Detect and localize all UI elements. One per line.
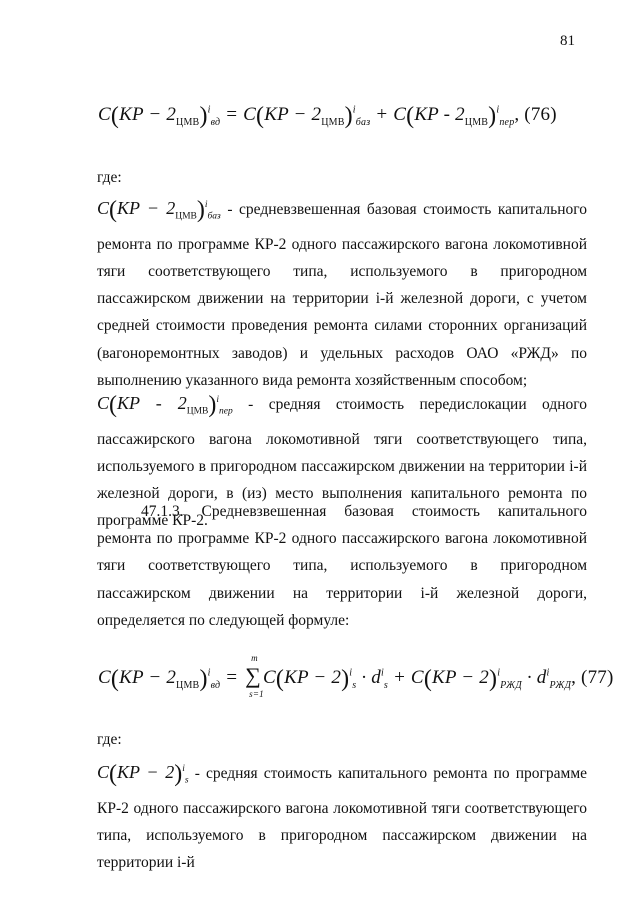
page-number: 81	[560, 33, 575, 49]
symbol-per: $C(KP - 2_{ЦМВ})^i_{пер}$	[97, 392, 233, 418]
formula-77: $C(KP - 2_{ЦМВ})^i_{вд}$ = ∑ m s=1 $C(KP - 2)^i_s \cdot d^i_s + C(KP - 2)^i_{РЖД} \cdot d^i_{РЖД}$, (77)	[98, 653, 614, 699]
definition-baz-text: - средневзвешенная базовая стоимость капитального ремонта по программе КР-2 одного пассажирского вагона локомотивной тяги соответствующего типа, используемого в пригородном пассажирском движении на территории i-й железной дороги, с учетом средней стоимости проведения ремонта силами сторонних организаций (вагоноремонтных заводов) и удельных расходов ОАО «РЖД» по выполнению указанного вида ремонта хозяйственным способом;	[97, 201, 587, 389]
where-label-2: где:	[97, 731, 122, 748]
formula-76: $C(KP - 2_{ЦМВ})^i_{вд} = C(KP - 2_{ЦМВ})^i_{баз} + C(KP - 2_{ЦМВ})^i_{пер}$, (76)	[98, 103, 557, 129]
formula-76-number: , (76)	[514, 104, 557, 125]
symbol-baz: $C(KP - 2_{ЦМВ})^i_{баз}$	[97, 197, 221, 223]
definition-per-text: - средняя стоимость передислокации одного пассажирского вагона локомотивной тяги соответствующего типа, используемого в пригородном пассажирском движении на территории i-й железной дороги, в (из) место выполнения капитального ремонта по программе КР-2.	[97, 396, 588, 530]
symbol-s: C(KP − 2)$^i_s$	[97, 761, 189, 787]
section-47-1-3: 47.1.3. Средневзвешенная базовая стоимость капитального ремонта по программе КР-2 одного пассажирского вагона локомотивной тяги соответствующего типа, используемого в пригородном пассажирском движении на территории i-й железной дороги, определяется по следующей формуле:	[97, 503, 587, 629]
definition-s	[97, 756, 587, 876]
definition-s-text: - средняя стоимость капитального ремонта по программе КР-2 одного пассажирского вагона локомотивной тяги соответствующего типа, используемого в пригородном пассажирском движении на территории i-й	[97, 765, 588, 872]
definition-baz	[97, 192, 587, 394]
where-label-1: где:	[97, 169, 122, 186]
sum-symbol: ∑ m s=1	[245, 653, 264, 699]
formula-77-number: , (77)	[571, 667, 614, 688]
